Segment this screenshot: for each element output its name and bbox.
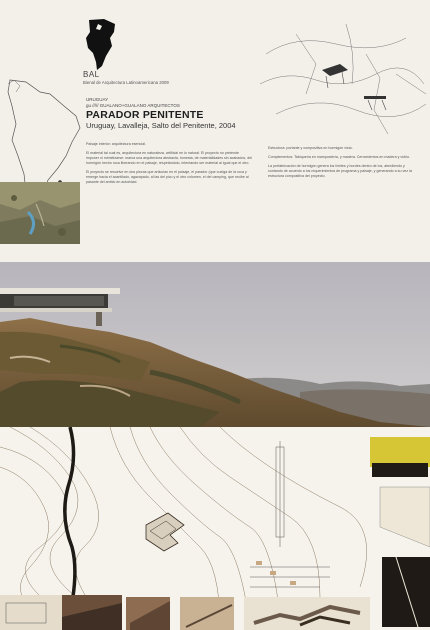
description-column-1 — [86, 142, 252, 189]
project-location: Uruguay, Lavalleja, Salto del Penitente, 2004 — [86, 121, 236, 130]
description-column-2 — [268, 146, 418, 183]
paragraph: El material tal cual es, arquitectura en naturaleza, artificial en lo natural. El proyecto no pretende imponer ni mimetizarse: marca una arquitectura abstracta, honesta, de materialidades sin acabados, del hormigón hecho roca liberando en el paisaje, respetándolo, intentando ser material al igual que el otro. — [86, 151, 252, 165]
project-title: PARADOR PENITENTE — [86, 109, 204, 121]
paragraph: Estructura: portante y compositiva en hormigón visto. — [268, 146, 353, 150]
country-label: URUGUAY — [86, 97, 109, 102]
architects-label: gu ///// GUALANO+GUALANO ARQUITECTOS — [86, 103, 180, 108]
paragraph: El proyecto se resuelve en dos piezas que articulan en el paisaje, el parador (que cuelga de la roca y emerge hacia el acantilado, agazapado, al las del pico y el otro volumen, el del camping, que recibe al pasante del ambio en autoridad. — [86, 170, 249, 184]
site-plans — [0, 427, 430, 630]
bal-title: BAL — [83, 70, 100, 79]
bal-subtitle: Bienal de Arquitectura Latinoamericana 2009 — [83, 80, 169, 85]
paragraph: Complementos: Tabiquería en mampostería, y madera. Cerramientos en madera y vidrio. — [268, 155, 410, 159]
building-photograph — [0, 262, 430, 427]
paragraph: Paisaje interior: arquitectura esencial. — [86, 142, 146, 146]
architectural-sketch — [256, 14, 428, 144]
bal-continent-logo-icon — [84, 18, 118, 72]
aerial-photo — [0, 182, 80, 244]
paragraph: La prefabricación de hormigón genera los límites y bordes dentro de los, atendiendo y contando de acuerdo a los requerimientos de programa y paisaje, y generando a su vez la estructura compositiva del proyecto. — [268, 164, 412, 178]
